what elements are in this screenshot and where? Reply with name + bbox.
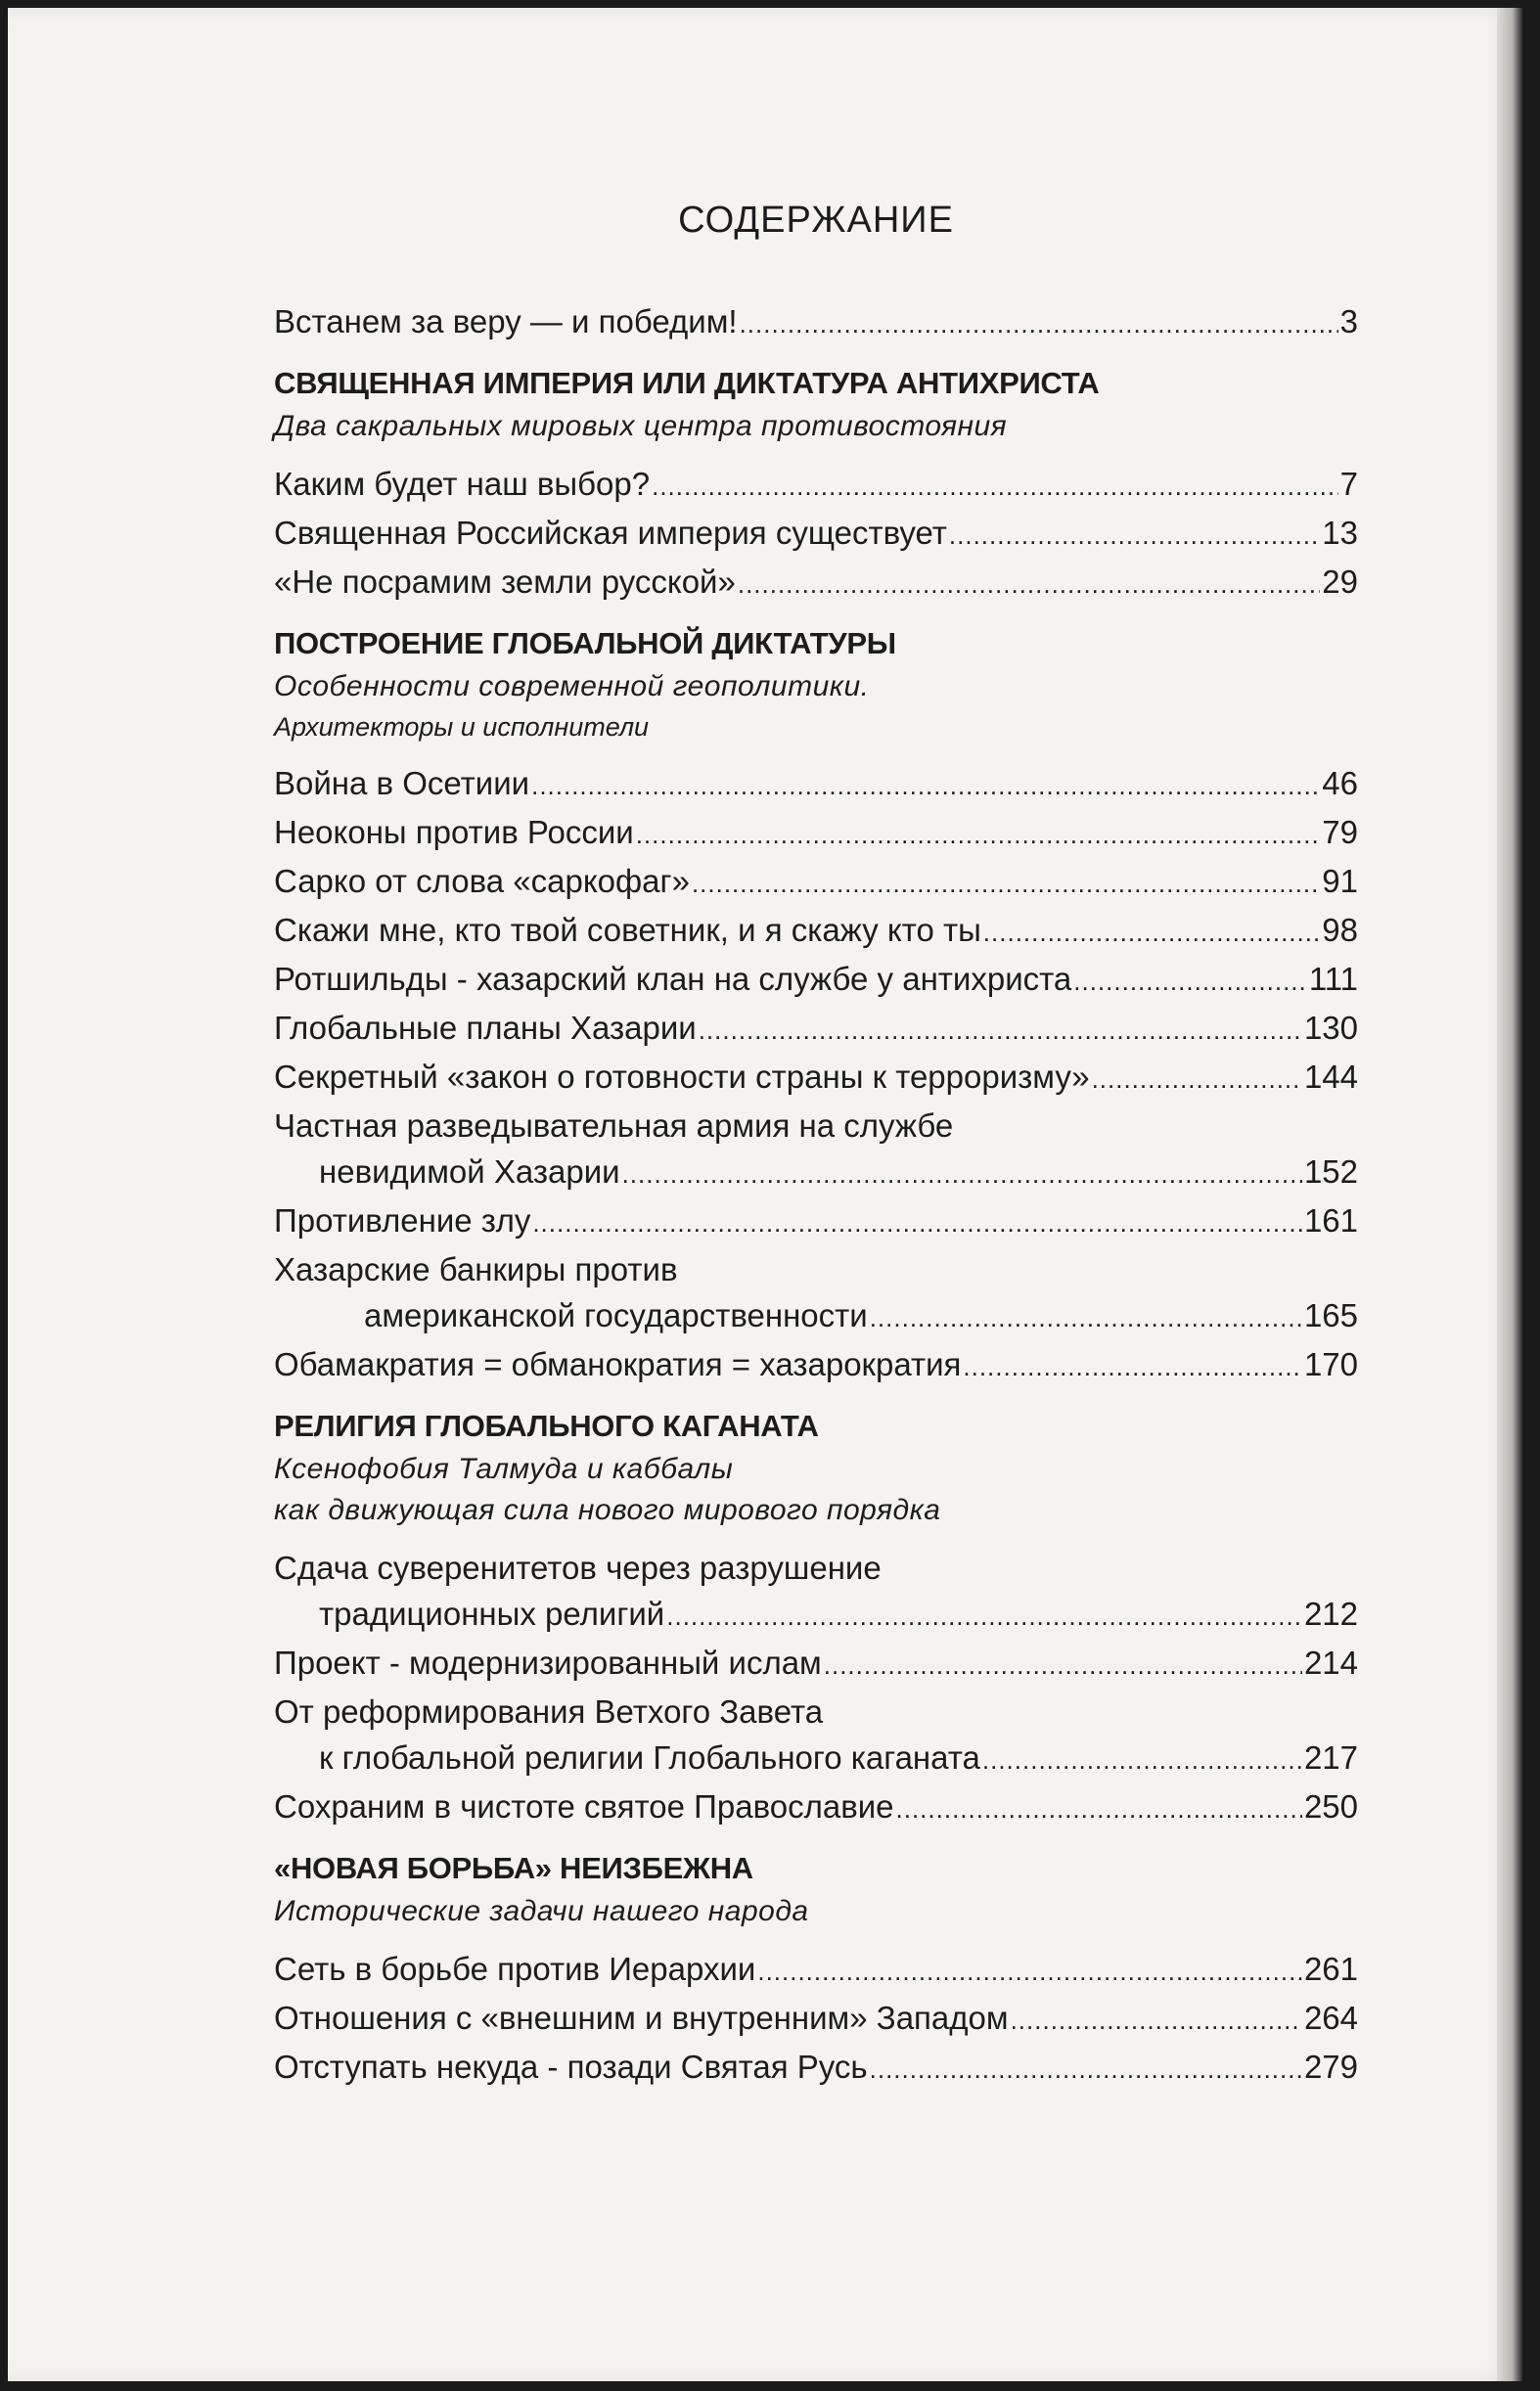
toc-entry: Отступать некуда - позади Святая Русь ..... 279: [274, 2044, 1358, 2093]
leader-dots: [963, 1344, 1302, 1390]
leader-dots: [738, 562, 1320, 608]
toc-entry: Сеть в борьбе против Иерархии ..... 261: [274, 1946, 1358, 1995]
page-edge: [1497, 8, 1522, 2381]
toc-entry: «Не посрамим земли русской» ..... 29: [274, 559, 1358, 608]
toc-entry: Глобальные планы Хазарии ..... 130: [274, 1005, 1358, 1054]
toc-entry: Каким будет наш выбор? ..... 7: [274, 461, 1358, 510]
section-subtitle-4: Исторические задачи нашего народа: [274, 1895, 809, 1927]
leader-dots: [1011, 1998, 1302, 2044]
leader-dots: [757, 1949, 1302, 1995]
leader-dots: [949, 513, 1320, 559]
section-heading-3: РЕЛИГИЯ ГЛОБАЛЬНОГО КАГАНАТА: [274, 1409, 819, 1443]
section-heading-2: ПОСТРОЕНИЕ ГЛОБАЛЬНОЙ ДИКТАТУРЫ: [274, 626, 896, 660]
section-subtitle-3b: как движующая сила нового мирового порядка: [274, 1494, 941, 1526]
toc-entry: Сохраним в чистоте святое Православие ..... 250: [274, 1783, 1358, 1832]
toc-entry: Сарко от слова «саркофаг» ..... 91: [274, 858, 1358, 907]
toc-entry-line1: Частная разведывательная армия на службе: [274, 1107, 954, 1144]
toc-entry: Обамакратия = обманократия = хазарократия ..... 170: [274, 1341, 1358, 1390]
leader-dots: [531, 763, 1320, 809]
leader-dots: [1073, 959, 1307, 1005]
toc-entry: Ротшильды - хазарский клан на службе у антихриста ..... 111: [274, 956, 1358, 1005]
section-subtitle-2b: Архитекторы и исполнители: [274, 712, 650, 742]
leader-dots: [1092, 1057, 1302, 1103]
leader-dots: [824, 1643, 1302, 1689]
leader-dots: [870, 1295, 1302, 1341]
leader-dots: [636, 812, 1321, 858]
toc-entry-line1: Сдача суверенитетов через разрушение: [274, 1550, 882, 1586]
toc-entry: Секретный «закон о готовности страны к терроризму» ..... 144: [274, 1054, 1358, 1103]
toc-entry: невидимой Хазарии ..... 152: [274, 1149, 1358, 1197]
leader-dots: [870, 2047, 1302, 2093]
leader-dots: [692, 861, 1320, 907]
leader-dots: [983, 910, 1320, 956]
page-title: СОДЕРЖАНИЕ: [678, 200, 954, 241]
toc-entry: Скажи мне, кто твой советник, и я скажу кто ты ..... 98: [274, 907, 1358, 956]
toc-entry: традиционных религий ..... 212: [274, 1591, 1358, 1640]
section-heading-1: СВЯЩЕННАЯ ИМПЕРИЯ ИЛИ ДИКТАТУРА АНТИХРИСТА: [274, 366, 1100, 400]
leader-dots: [982, 1737, 1302, 1783]
leader-dots: [652, 464, 1338, 510]
toc-entry-line1: Хазарские банкиры против: [274, 1251, 678, 1287]
toc-entry: Священная Российская империя существует ..... 13: [274, 510, 1358, 559]
leader-dots: [740, 301, 1338, 347]
leader-dots: [699, 1008, 1302, 1054]
book-page: [8, 8, 1515, 2381]
section-subtitle-1: Два сакральных мировых центра противостояния: [274, 410, 1008, 442]
toc-entry-line1: От реформирования Ветхого Завета: [274, 1693, 824, 1730]
toc-entry-page: 3: [1339, 303, 1358, 339]
toc-entry: к глобальной религии Глобального каганата ..... 217: [274, 1735, 1358, 1783]
table-of-contents: [274, 200, 1358, 2093]
leader-dots: [666, 1594, 1302, 1640]
toc-entry: Проект - модернизированный ислам ..... 214: [274, 1640, 1358, 1689]
section-heading-4: «НОВАЯ БОРЬБА» НЕИЗБЕЖНА: [274, 1851, 753, 1885]
section-subtitle-2: Особенности современной геополитики.: [274, 670, 870, 702]
toc-entry: Война в Осетиии ..... 46: [274, 760, 1358, 809]
toc-entry: Противление злу ..... 161: [274, 1197, 1358, 1246]
toc-entry: Отношения с «внешним и внутренним» Западом ..... 264: [274, 1995, 1358, 2044]
toc-entry-intro: [274, 298, 1358, 347]
leader-dots: [896, 1786, 1302, 1832]
leader-dots: [532, 1200, 1302, 1246]
section-subtitle-3: Ксенофобия Талмуда и каббалы: [274, 1453, 734, 1485]
toc-entry: американской государственности ..... 165: [274, 1292, 1358, 1341]
leader-dots: [622, 1151, 1302, 1197]
toc-entry-text: Встанем за веру — и победим!: [274, 303, 738, 339]
toc-entry: Неоконы против России ..... 79: [274, 809, 1358, 858]
